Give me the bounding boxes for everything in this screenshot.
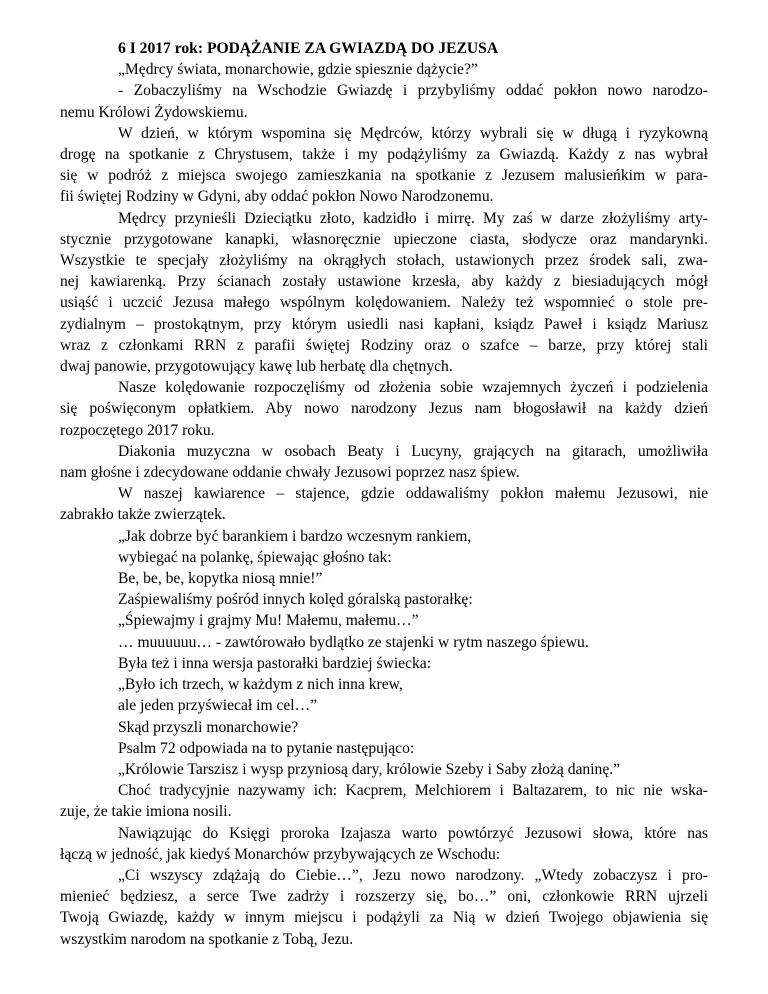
text-line: „Było ich trzech, w każdym z nich inna krew, — [118, 676, 403, 694]
text-line: Twoją Gwiazdę, każdy w innym miejscu i podążyli za Nią w dzień Twojego objawienia się — [60, 909, 708, 927]
text-line: zuje, że takie imiona nosili. — [60, 803, 232, 821]
text-line: wybiegać na polankę, śpiewając głośno tak: — [118, 548, 392, 566]
text-line: nej kawiarenką. Przy ścianach zostały ustawione krzesła, aby każdy z biesiadujących mógł — [60, 273, 708, 291]
text-line: nam głośne i zdecydowane oddanie chwały Jezusowi poprzez nasz śpiew. — [60, 464, 520, 482]
text-line: Nasze kolędowanie rozpoczęliśmy od złożenia sobie wzajemnych życzeń i podzielenia — [118, 379, 708, 397]
text-line: się w podróż z miejsca swojego zamieszkania na spotkanie z Jezusem malusieńkim w para- — [60, 167, 708, 185]
text-line: zabrakło także zwierzątek. — [60, 506, 226, 524]
text-line: usiąść i uczcić Jezusa małego wspólnym kolędowaniem. Należy też wspomnieć o stole pre- — [60, 294, 708, 312]
text-line: Be, be, be, kopytka niosą mnie!” — [118, 570, 323, 588]
text-line: W dzień, w którym wspomina się Mędrców, którzy wybrali się w długą i ryzykowną — [118, 124, 708, 142]
text-line: „Królowie Tarszisz i wysp przyniosą dary, królowie Szeby i Saby złożą daninę.” — [118, 760, 621, 778]
text-line: Choć tradycyjnie nazywamy ich: Kacprem, Melchiorem i Baltazarem, to nic nie wska- — [118, 782, 708, 800]
text-line: Wszystkie te specjały złożyliśmy na okrągłych stołach, ustawionych przez środek sali, zwa- — [60, 252, 708, 270]
text-line: wszystkim narodom na spotkanie z Tobą, Jezu. — [60, 930, 354, 948]
text-line: Diakonia muzyczna w osobach Beaty i Lucyny, grających na gitarach, umożliwiła — [118, 442, 708, 460]
text-line: zydialnym – prostokątnym, przy którym usiedli nasi kapłani, ksiądz Paweł i ksiądz Mariusz — [60, 315, 708, 333]
document-body — [60, 59, 708, 950]
text-line: Była też i inna wersja pastorałki bardziej świecka: — [118, 654, 432, 672]
text-line: Skąd przyszli monarchowie? — [118, 718, 299, 736]
text-line: się poświęconym opłatkiem. Aby nowo narodzony Jezus nam błogosławił na każdy dzień — [60, 400, 708, 418]
text-line: łączą w jedność, jak kiedyś Monarchów przybywających ze Wschodu: — [60, 845, 501, 863]
text-line: „Śpiewajmy i grajmy Mu! Małemu, małemu…” — [118, 612, 419, 630]
text-line: „Ci wszyscy zdążają do Ciebie…”, Jezu nowo narodzony. „Wtedy zobaczysz i pro- — [118, 866, 708, 884]
document-title: 6 I 2017 rok: PODĄŻANIE ZA GWIAZDĄ DO JEZUSA — [118, 40, 499, 57]
text-line: Psalm 72 odpowiada na to pytanie następująco: — [118, 739, 415, 757]
text-line: „Jak dobrze być barankiem i bardzo wczesnym rankiem, — [118, 527, 472, 545]
text-line: rozpoczętego 2017 roku. — [60, 421, 215, 439]
text-line: Mędrcy przynieśli Dzieciątku złoto, kadzidło i mirrę. My zaś w darze złożyliśmy arty- — [118, 209, 708, 227]
text-line: wraz z członkami RRN z parafii świętej Rodziny oraz o szafce – barze, przy której stali — [60, 336, 708, 354]
text-line: drogę na spotkanie z Chrystusem, także i my podążyliśmy za Gwiazdą. Każdy z nas wybrał — [60, 146, 708, 164]
text-line: Zaśpiewaliśmy pośród innych kolęd góralską pastorałkę: — [118, 591, 473, 609]
text-line: mienieć będziesz, a serce Twe zadrży i rozszerzy się, bo…” oni, członkowie RRN ujrzeli — [60, 888, 708, 906]
text-line: nemu Królowi Żydowskiemu. — [60, 103, 248, 121]
text-line: fii świętej Rodziny w Gdyni, aby oddać pokłon Nowo Narodzonemu. — [60, 188, 494, 206]
text-line: … muuuuuu… - zawtórowało bydlątko ze stajenki w rytm naszego śpiewu. — [118, 633, 589, 651]
text-line: „Mędrcy świata, monarchowie, gdzie spiesznie dążycie?” — [118, 61, 478, 79]
text-line: W naszej kawiarence – stajence, gdzie oddawaliśmy pokłon małemu Jezusowi, nie — [118, 485, 708, 503]
text-line: Nawiązując do Księgi proroka Izajasza warto powtórzyć Jezusowi słowa, które nas — [118, 824, 708, 842]
text-line: ale jeden przyświecał im cel…” — [118, 697, 318, 715]
text-line: dwaj panowie, przygotowujący kawę lub herbatę dla chętnych. — [60, 358, 453, 376]
text-line: stycznie przygotowane kanapki, własnoręcznie upieczone ciasta, słodycze oraz mandarynki. — [60, 230, 708, 248]
text-line: - Zobaczyliśmy na Wschodzie Gwiazdę i przybyliśmy oddać pokłon nowo narodzo- — [118, 82, 708, 100]
